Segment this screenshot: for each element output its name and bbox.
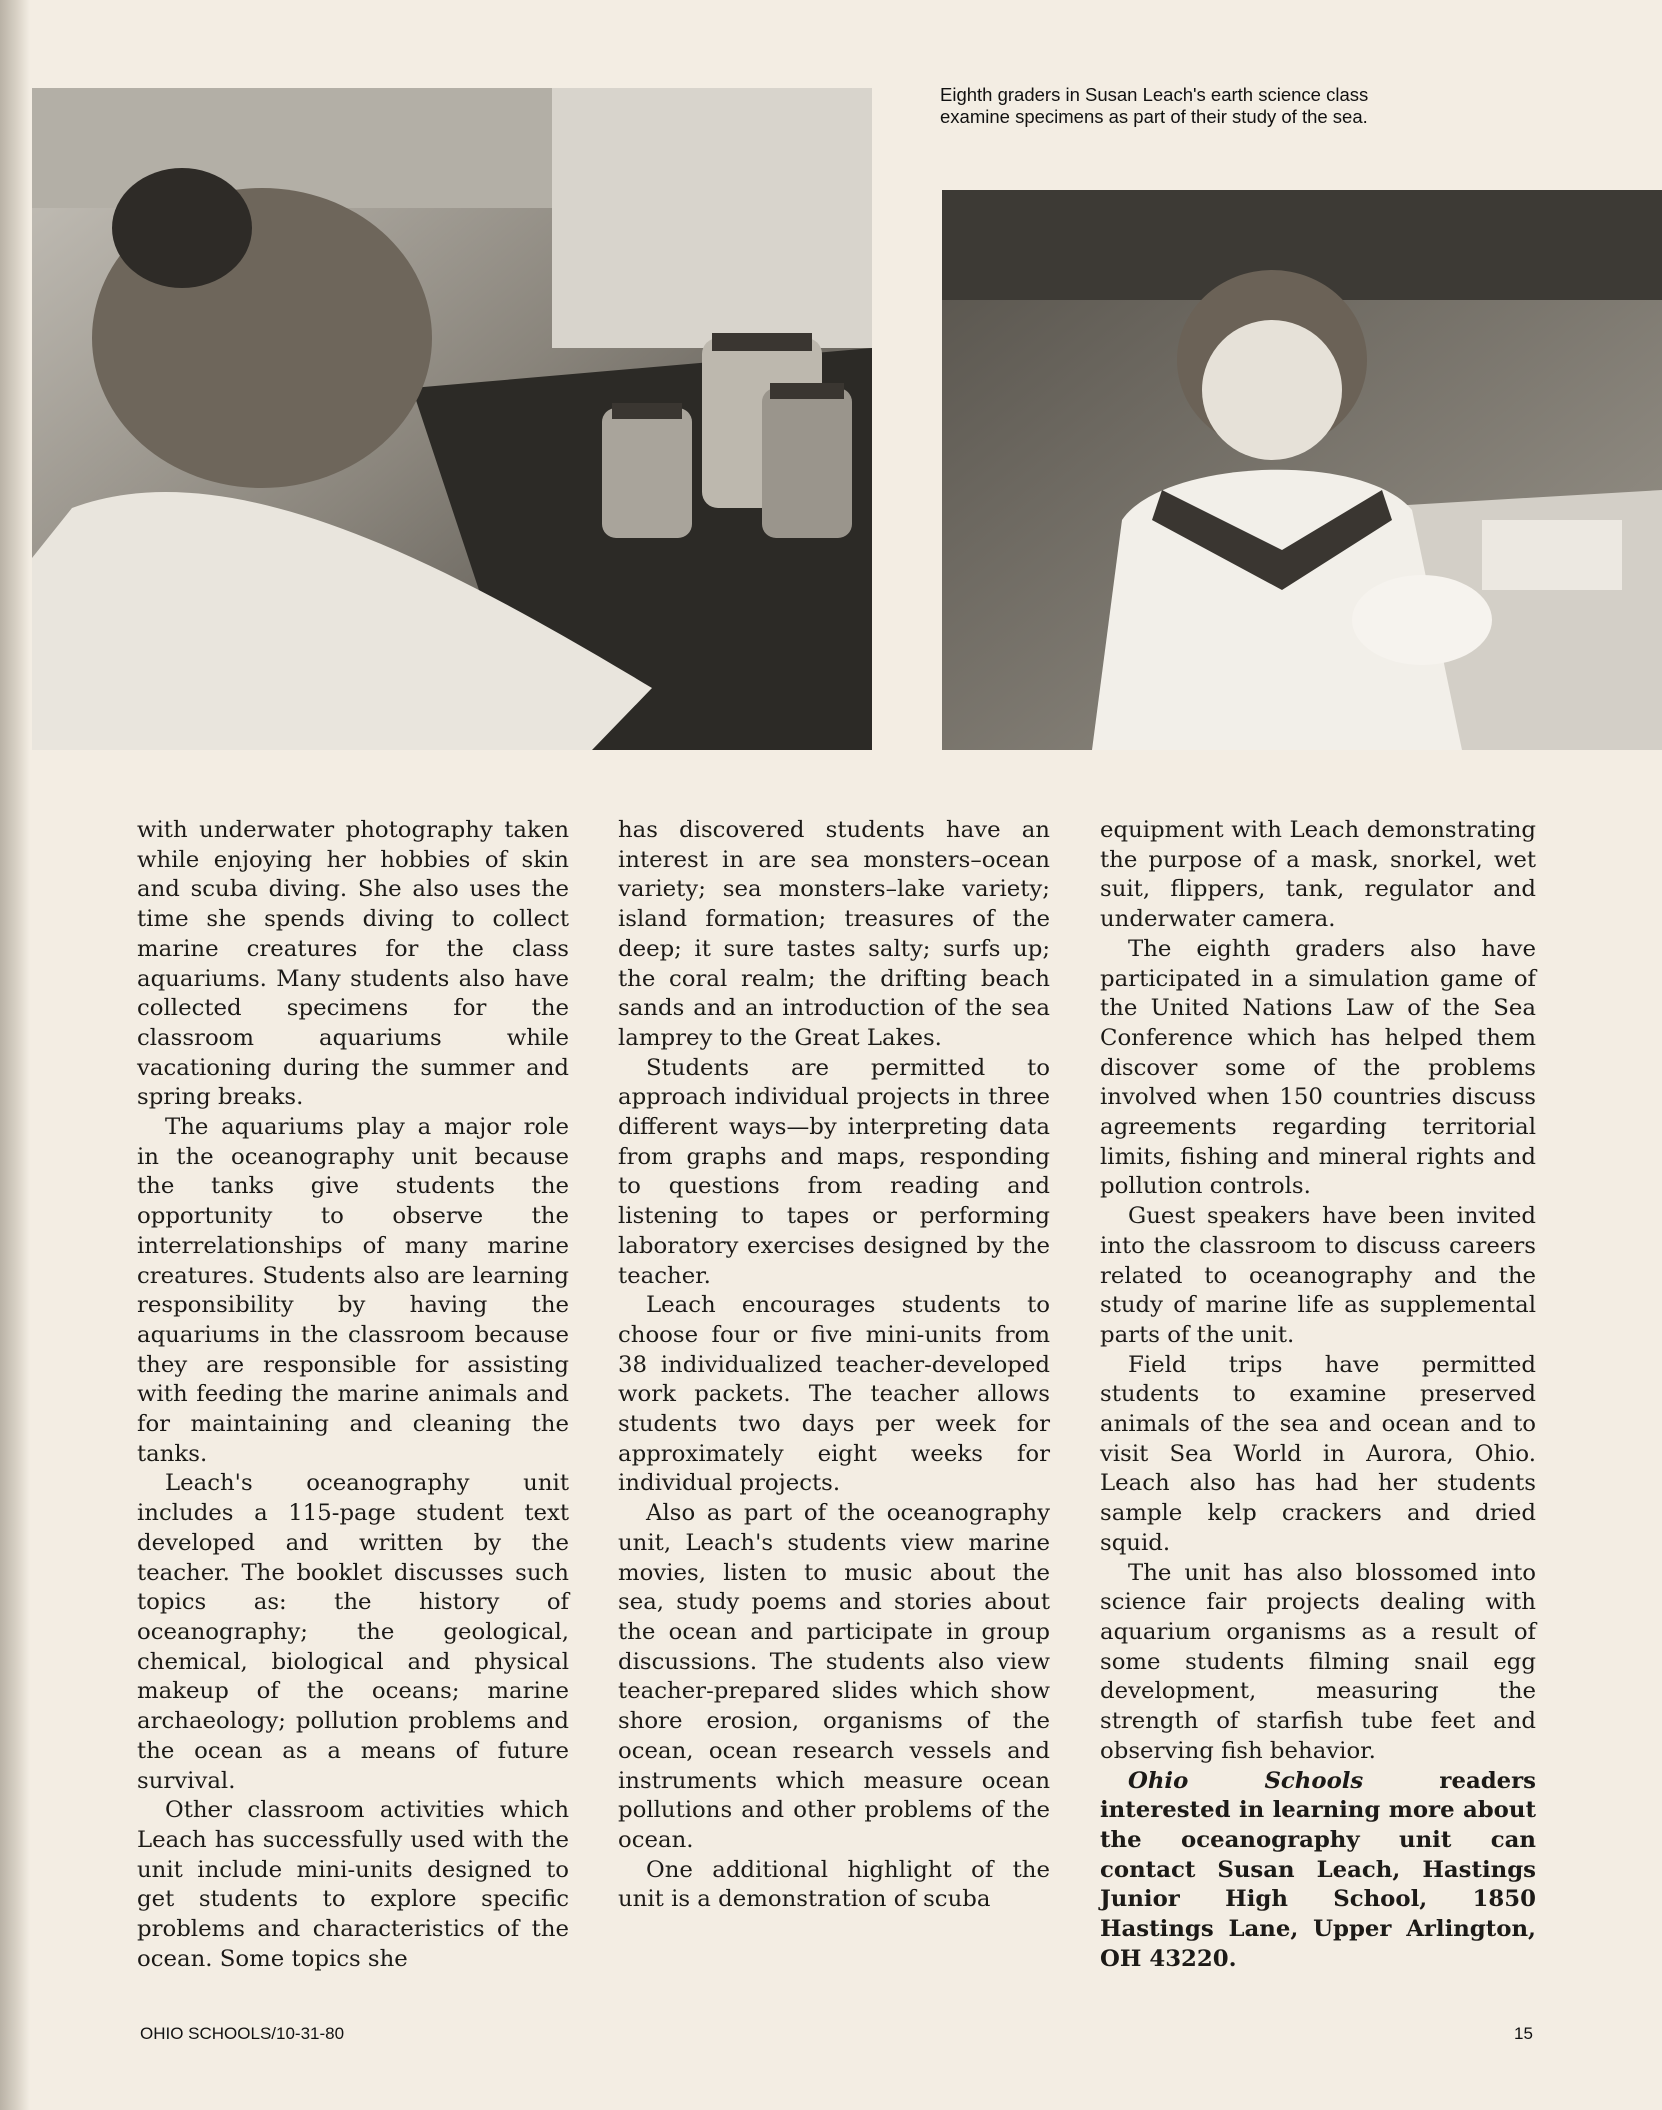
binding-gutter bbox=[0, 0, 30, 2110]
photo-student-writing bbox=[942, 190, 1662, 750]
paragraph: Leach encourages students to choose four or five mini-units from 38 individualized teacher-developed work packets. The teacher allows students two days per week for approximately eight weeks for individual projects. bbox=[618, 1292, 1050, 1497]
paragraph: One additional highlight of the unit is a demonstration of scuba bbox=[618, 1856, 1050, 1913]
paragraph: with underwater photography taken while enjoying her hobbies of skin and scuba diving. She also uses the time she spends diving to collect marine creatures for the class aquariums. Many students also have collected specimens for the classroom aquariums while vacationing during the summer and spring breaks. bbox=[137, 817, 569, 1111]
contact-paragraph bbox=[1100, 1767, 1536, 1975]
paragraph: equipment with Leach demonstrating the purpose of a mask, snorkel, wet suit, flippers, tank, regulator and underwater camera. bbox=[1100, 817, 1536, 933]
publication-name: Ohio Schools bbox=[1128, 1767, 1364, 1794]
paragraph: Students are permitted to approach individual projects in three different ways—by interpreting data from graphs and maps, responding to questions from reading and listening to tapes or performing laboratory exercises designed by the teacher. bbox=[618, 1054, 1050, 1289]
page-number: 15 bbox=[1514, 2024, 1533, 2043]
article-column-2 bbox=[618, 816, 1050, 1915]
paragraph: Leach's oceanography unit includes a 115-page student text developed and written by the teacher. The booklet discusses such topics as: the history of oceanography; the geological, chemical, biological and physical makeup of the oceans; marine archaeology; pollution problems and the ocean as a means of future survival. bbox=[137, 1470, 569, 1794]
photo-students-with-jars bbox=[32, 88, 872, 750]
paragraph: Also as part of the oceanography unit, Leach's students view marine movies, listen to music about the sea, study poems and stories about the ocean and participate in group discussions. The students also view teacher-prepared slides which show shore erosion, organisms of the ocean, ocean research vessels and instruments which measure ocean pollutions and other problems of the ocean. bbox=[618, 1500, 1050, 1853]
article-column-3 bbox=[1100, 816, 1536, 1974]
photo-caption: Eighth graders in Susan Leach's earth science class examine specimens as part of their study of the sea. bbox=[940, 84, 1369, 127]
paragraph: The unit has also blossomed into science fair projects dealing with aquarium organisms as a result of some students filming snail egg development, measuring the strength of starfish tube feet and observing fish behavior. bbox=[1100, 1559, 1536, 1764]
paragraph: has discovered students have an interest in are sea monsters–ocean variety; sea monsters–lake variety; island formation; treasures of the deep; it sure tastes salty; surfs up; the coral realm; the drifting beach sands and an introduction of the sea lamprey to the Great Lakes. bbox=[618, 817, 1050, 1051]
photo-students-with-jars-image bbox=[32, 88, 872, 750]
paragraph: Guest speakers have been invited into the classroom to discuss careers related to oceanography and the study of marine life as supplemental parts of the unit. bbox=[1100, 1203, 1536, 1348]
photo-student-writing-image bbox=[942, 190, 1662, 750]
article-column-1 bbox=[137, 816, 569, 1974]
paragraph: Other classroom activities which Leach has successfully used with the unit include mini-units designed to get students to explore specific problems and characteristics of the ocean. Some topics she bbox=[137, 1797, 569, 1972]
paragraph: The eighth graders also have participated in a simulation game of the United Nations Law of the Sea Conference which has helped them discover some of the problems involved when 150 countries discuss agreements regarding territorial limits, fishing and mineral rights and pollution controls. bbox=[1100, 935, 1536, 1200]
contact-text: readers interested in learning more about the oceanography unit can contact Susan Leach, Hastings Junior High School, 1850 Hastings Lane, Upper Arlington, OH 43220. bbox=[1100, 1767, 1537, 1972]
paragraph: Field trips have permitted students to examine preserved animals of the sea and ocean and to visit Sea World in Aurora, Ohio. Leach also has had her students sample kelp crackers and dried squid. bbox=[1100, 1351, 1536, 1556]
footer-publication-date: OHIO SCHOOLS/10-31-80 bbox=[140, 2024, 345, 2043]
paragraph: The aquariums play a major role in the oceanography unit because the tanks give students the opportunity to observe the interrelationships of many marine creatures. Students also are learning responsibility by having the aquariums in the classroom because they are responsible for assisting with feeding the marine animals and for maintaining and cleaning the tanks. bbox=[137, 1114, 569, 1467]
